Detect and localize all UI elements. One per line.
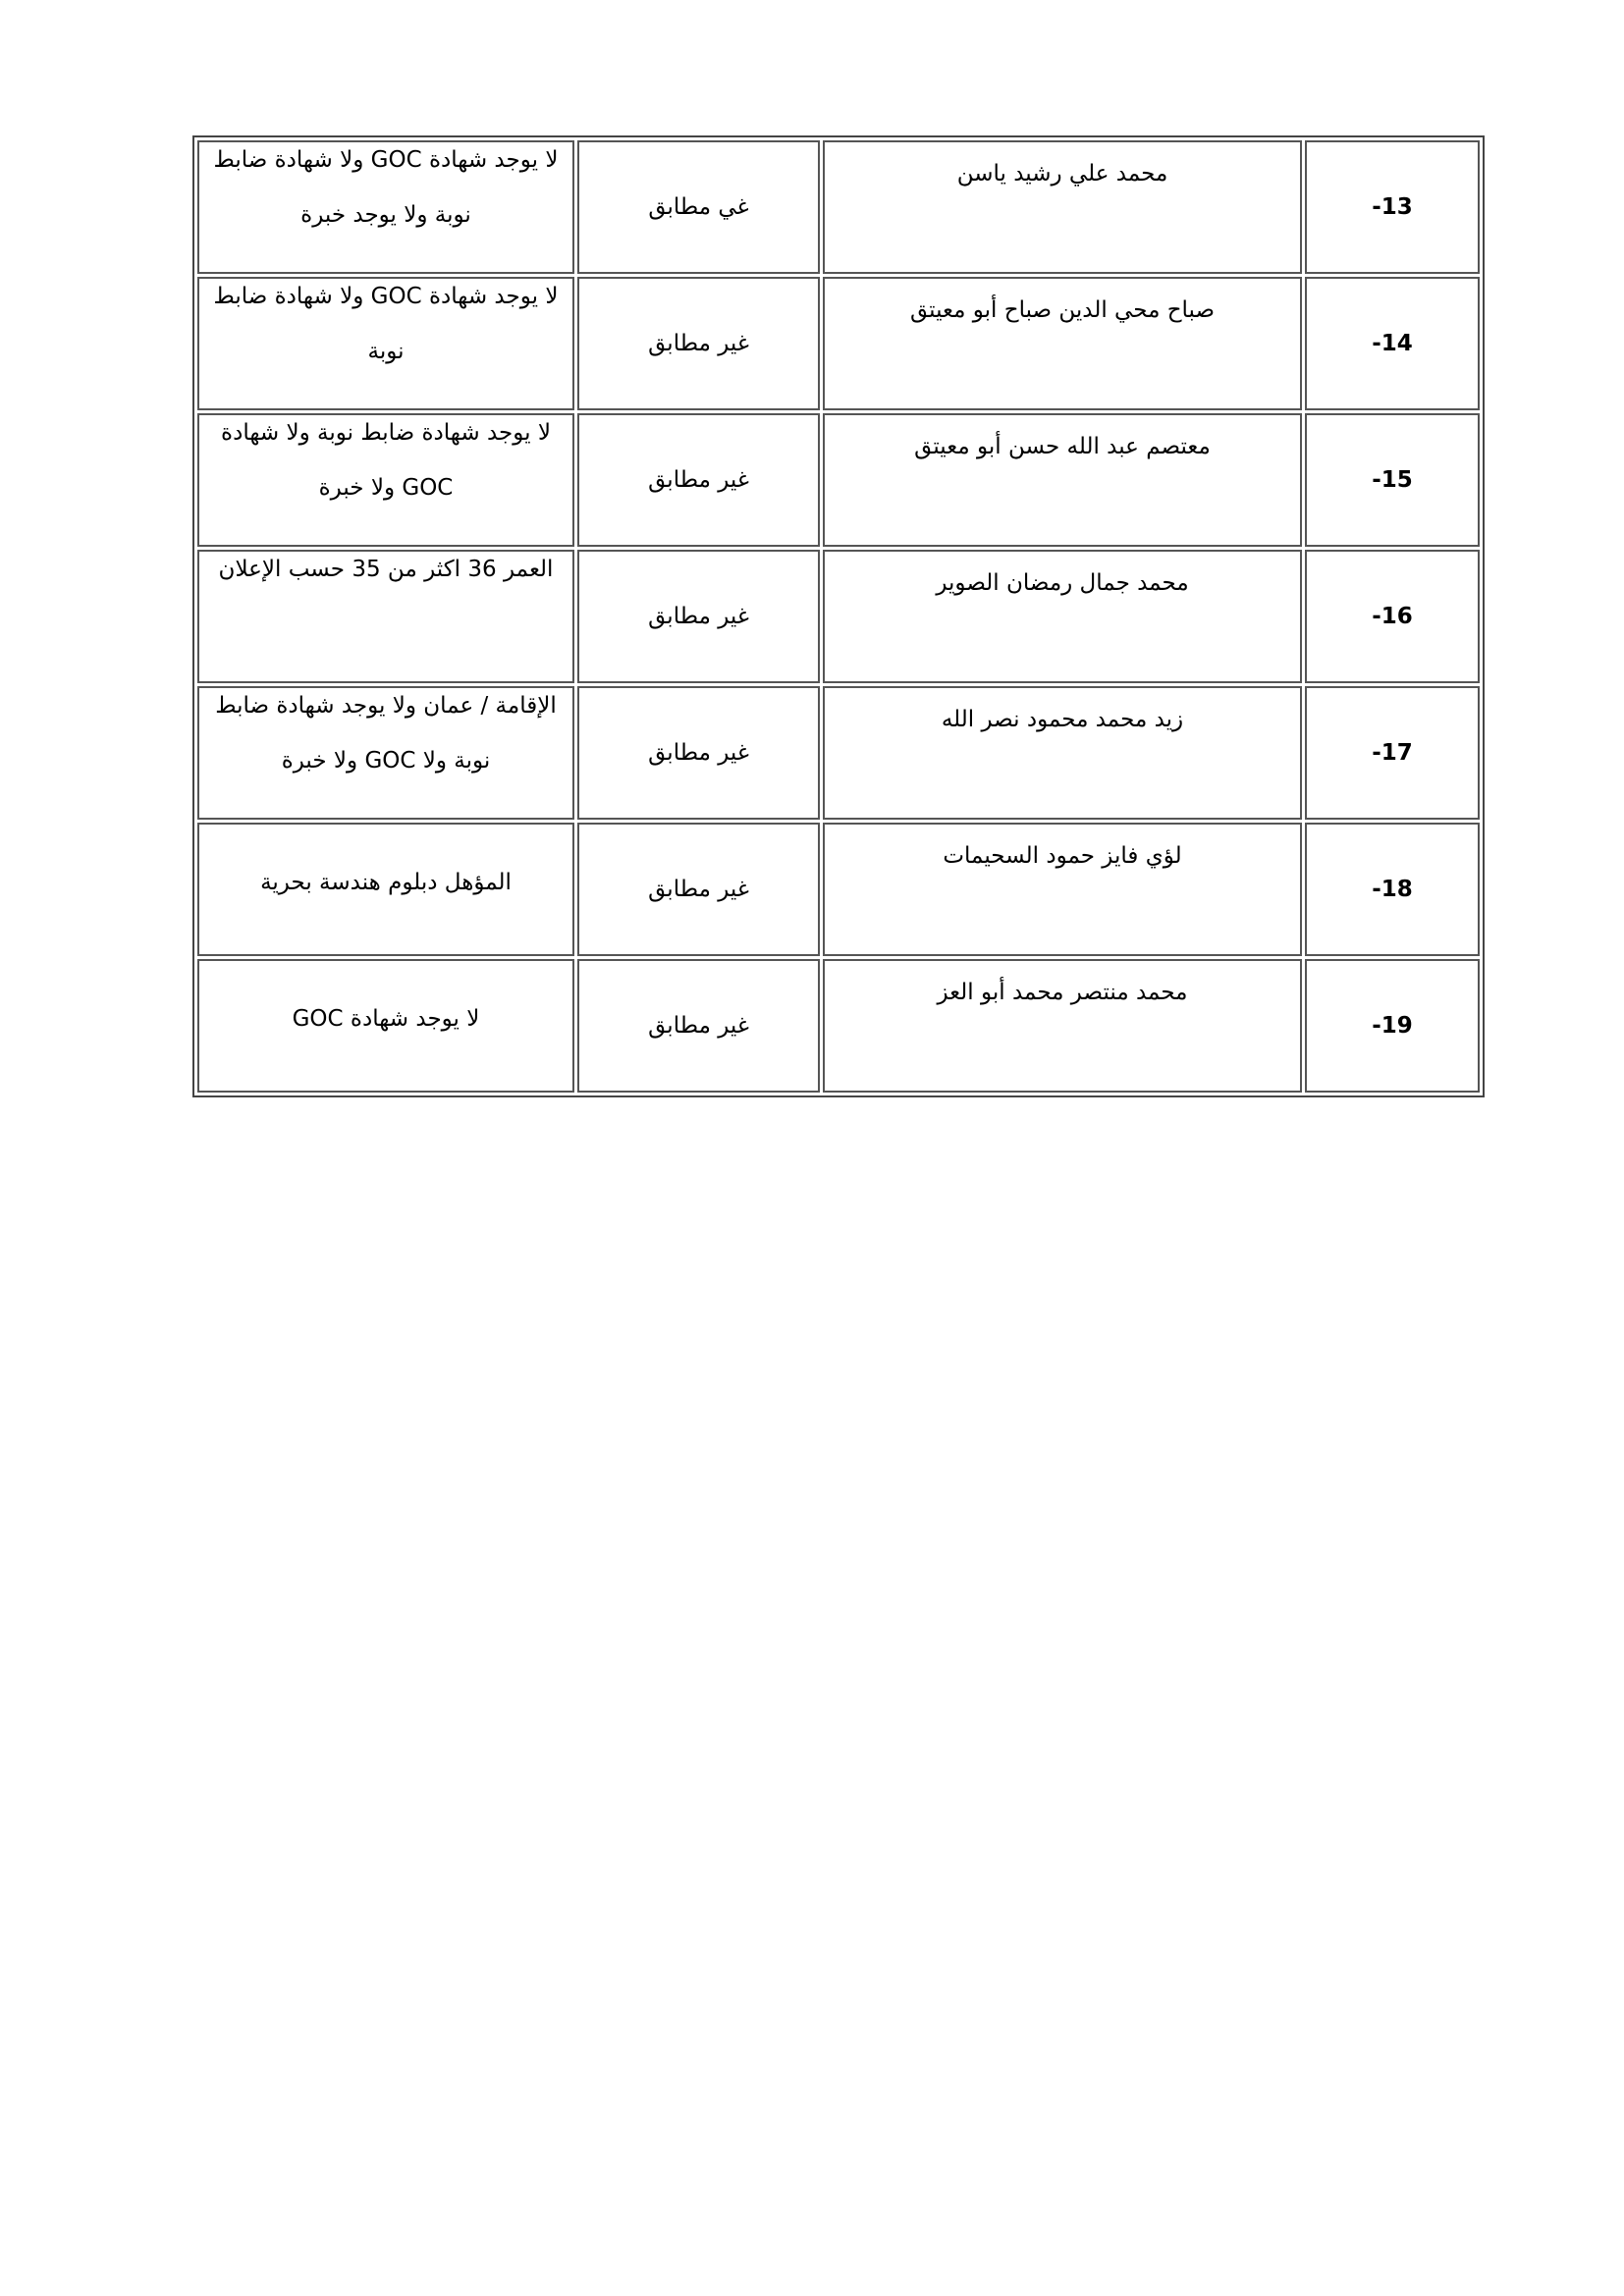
name-cell: صباح محي الدين صباح أبو معيتق — [823, 277, 1302, 410]
reason-cell: لا يوجد شهادة GOC — [197, 959, 574, 1093]
status-cell: غير مطابق — [577, 277, 820, 410]
row-number-cell: -13 — [1305, 140, 1480, 274]
table-row — [197, 277, 1480, 410]
name-cell: محمد علي رشيد ياسن — [823, 140, 1302, 274]
name-cell: محمد جمال رمضان الصوير — [823, 550, 1302, 683]
table-row — [197, 413, 1480, 547]
reason-cell: العمر 36 اكثر من 35 حسب الإعلان — [197, 550, 574, 683]
name-cell: محمد منتصر محمد أبو العز — [823, 959, 1302, 1093]
row-number-cell: -15 — [1305, 413, 1480, 547]
status-cell: غي مطابق — [577, 140, 820, 274]
row-number-cell: -18 — [1305, 823, 1480, 956]
reason-cell: لا يوجد شهادة ضابط نوبة ولا شهادة GOC ولا خبرة — [197, 413, 574, 547]
reason-cell: الإقامة / عمان ولا يوجد شهادة ضابط نوبة ولا GOC ولا خبرة — [197, 686, 574, 820]
table-row — [197, 550, 1480, 683]
status-cell: غير مطابق — [577, 823, 820, 956]
status-cell: غير مطابق — [577, 686, 820, 820]
reason-cell: المؤهل دبلوم هندسة بحرية — [197, 823, 574, 956]
row-number-cell: -16 — [1305, 550, 1480, 683]
reason-cell: لا يوجد شهادة GOC ولا شهادة ضابط نوبة ولا يوجد خبرة — [197, 140, 574, 274]
row-number-cell: -17 — [1305, 686, 1480, 820]
name-cell: لؤي فايز حمود السحيمات — [823, 823, 1302, 956]
row-number-cell: -19 — [1305, 959, 1480, 1093]
name-cell: زيد محمد محمود نصر الله — [823, 686, 1302, 820]
reason-cell: لا يوجد شهادة GOC ولا شهادة ضابط نوبة — [197, 277, 574, 410]
table-row — [197, 140, 1480, 274]
table-row — [197, 959, 1480, 1093]
status-cell: غير مطابق — [577, 959, 820, 1093]
status-cell: غير مطابق — [577, 413, 820, 547]
row-number-cell: -14 — [1305, 277, 1480, 410]
table-row — [197, 686, 1480, 820]
name-cell: معتصم عبد الله حسن أبو معيتق — [823, 413, 1302, 547]
applicants-table — [192, 135, 1485, 1097]
status-cell: غير مطابق — [577, 550, 820, 683]
table-row — [197, 823, 1480, 956]
